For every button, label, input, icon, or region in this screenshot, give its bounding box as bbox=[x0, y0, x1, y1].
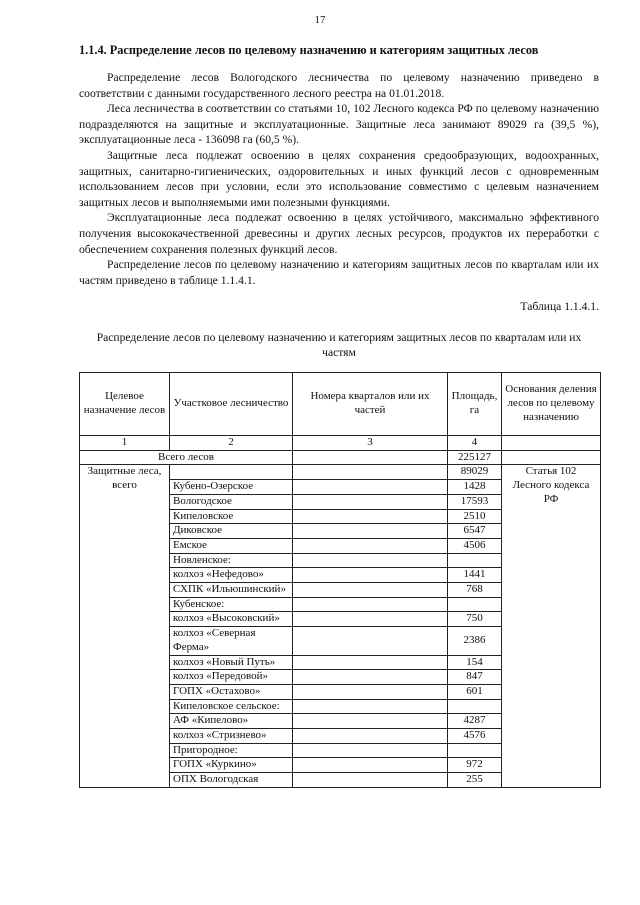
column-number bbox=[502, 436, 601, 451]
district-area: 6547 bbox=[448, 524, 502, 539]
total-basis-cell bbox=[502, 450, 601, 465]
district-area: 17593 bbox=[448, 494, 502, 509]
district-area bbox=[448, 597, 502, 612]
district-area bbox=[448, 699, 502, 714]
district-area bbox=[448, 553, 502, 568]
district-name: Кубено-Озерское bbox=[170, 480, 293, 495]
quarters-cell bbox=[293, 655, 448, 670]
district-area: 750 bbox=[448, 612, 502, 627]
quarters-cell bbox=[293, 684, 448, 699]
protective-forests-label: Защитные леса, всего bbox=[80, 465, 170, 787]
district-name: АФ «Кипелово» bbox=[170, 714, 293, 729]
column-header-basis: Основания деления лесов по целевому назначению bbox=[502, 373, 601, 436]
table-header-row bbox=[80, 373, 601, 436]
column-header-area: Площадь, га bbox=[448, 373, 502, 436]
quarters-cell bbox=[293, 743, 448, 758]
district-area: 2510 bbox=[448, 509, 502, 524]
district-name: колхоз «Северная Ферма» bbox=[170, 627, 293, 655]
total-quarters-cell bbox=[293, 450, 448, 465]
district-name: ОПХ Вологодская bbox=[170, 773, 293, 788]
district-area: 4576 bbox=[448, 729, 502, 744]
quarters-cell bbox=[293, 729, 448, 744]
quarters-cell bbox=[293, 627, 448, 655]
column-header-district: Участковое лесничество bbox=[170, 373, 293, 436]
district-name: Кубенское: bbox=[170, 597, 293, 612]
quarters-cell bbox=[293, 758, 448, 773]
quarters-cell bbox=[293, 714, 448, 729]
district-cell bbox=[170, 465, 293, 480]
district-name: Емское bbox=[170, 538, 293, 553]
quarters-cell bbox=[293, 773, 448, 788]
district-area: 4506 bbox=[448, 538, 502, 553]
district-area: 601 bbox=[448, 684, 502, 699]
column-header-quarters: Номера кварталов или их частей bbox=[293, 373, 448, 436]
forest-distribution-table bbox=[79, 372, 601, 788]
quarters-cell bbox=[293, 480, 448, 495]
column-numbers-row bbox=[80, 436, 601, 451]
district-name: Кипеловское сельское: bbox=[170, 699, 293, 714]
paragraph: Распределение лесов Вологодского лесничества по целевому назначению приведено в соответствии с данными государственного лесного реестра на 01.01.2018. bbox=[79, 71, 599, 100]
paragraph: Эксплуатационные леса подлежат освоению в целях устойчивого, максимально эффективного получения высококачественной древесины и других лесных ресурсов, продуктов их переработки с обеспечением сохранения полезных функций лесов. bbox=[79, 211, 599, 256]
paragraph: Распределение лесов по целевому назначению и категориям защитных лесов по кварталам или их частям приведено в таблице 1.1.4.1. bbox=[79, 258, 599, 287]
quarters-cell bbox=[293, 670, 448, 685]
district-name: Новленское: bbox=[170, 553, 293, 568]
district-name: колхоз «Стризнево» bbox=[170, 729, 293, 744]
table-reference: Таблица 1.1.4.1. bbox=[520, 300, 599, 313]
district-name: Пригородное: bbox=[170, 743, 293, 758]
body-text bbox=[79, 70, 599, 288]
district-area: 154 bbox=[448, 655, 502, 670]
section-heading: 1.1.4. Распределение лесов по целевому назначению и категориям защитных лесов bbox=[79, 43, 539, 57]
protective-forests-area: 89029 bbox=[448, 465, 502, 480]
district-area: 1441 bbox=[448, 568, 502, 583]
district-name: колхоз «Новый Путь» bbox=[170, 655, 293, 670]
district-name: Диковское bbox=[170, 524, 293, 539]
column-number: 1 bbox=[80, 436, 170, 451]
total-area: 225127 bbox=[448, 450, 502, 465]
quarters-cell bbox=[293, 465, 448, 480]
total-row bbox=[80, 450, 601, 465]
total-label: Всего лесов bbox=[80, 450, 293, 465]
district-area bbox=[448, 743, 502, 758]
column-header-purpose: Целевое назначение лесов bbox=[80, 373, 170, 436]
quarters-cell bbox=[293, 699, 448, 714]
district-name: Кипеловское bbox=[170, 509, 293, 524]
page-number: 17 bbox=[314, 14, 326, 26]
district-name: ГОПХ «Куркино» bbox=[170, 758, 293, 773]
district-area: 4287 bbox=[448, 714, 502, 729]
district-area: 1428 bbox=[448, 480, 502, 495]
district-name: СХПК «Ильюшинский» bbox=[170, 583, 293, 598]
quarters-cell bbox=[293, 597, 448, 612]
district-area: 972 bbox=[448, 758, 502, 773]
district-area: 847 bbox=[448, 670, 502, 685]
column-number: 4 bbox=[448, 436, 502, 451]
paragraph: Защитные леса подлежат освоению в целях сохранения средообразующих, водоохранных, защитных, санитарно-гигиенических, оздоровительных и иных функций лесов с одновременным использованием лесов при условии, если это использование совместимо с целевым назначением защитных лесов и выполняемыми ими полезными функциями. bbox=[79, 148, 599, 209]
column-number: 2 bbox=[170, 436, 293, 451]
protective-forests-row bbox=[80, 465, 601, 480]
district-area: 255 bbox=[448, 773, 502, 788]
quarters-cell bbox=[293, 583, 448, 598]
protective-forests-basis: Статья 102 Лесного кодекса РФ bbox=[502, 465, 601, 787]
district-area: 2386 bbox=[448, 627, 502, 655]
quarters-cell bbox=[293, 538, 448, 553]
quarters-cell bbox=[293, 612, 448, 627]
column-number: 3 bbox=[293, 436, 448, 451]
district-name: колхоз «Высоковский» bbox=[170, 612, 293, 627]
quarters-cell bbox=[293, 568, 448, 583]
district-name: Вологодское bbox=[170, 494, 293, 509]
table-caption: Распределение лесов по целевому назначению и категориям защитных лесов по кварталам или их частям bbox=[96, 331, 582, 359]
district-name: ГОПХ «Остахово» bbox=[170, 684, 293, 699]
district-name: колхоз «Нефедово» bbox=[170, 568, 293, 583]
district-area: 768 bbox=[448, 583, 502, 598]
quarters-cell bbox=[293, 494, 448, 509]
district-name: колхоз «Передовой» bbox=[170, 670, 293, 685]
quarters-cell bbox=[293, 524, 448, 539]
paragraph: Леса лесничества в соответствии со статьями 10, 102 Лесного кодекса РФ по целевому назначению подразделяются на защитные и эксплуатационные. Защитные леса занимают 89029 га (39,5 %), эксплуатационные леса - 136098 га (60,5 %). bbox=[79, 102, 599, 147]
quarters-cell bbox=[293, 509, 448, 524]
quarters-cell bbox=[293, 553, 448, 568]
